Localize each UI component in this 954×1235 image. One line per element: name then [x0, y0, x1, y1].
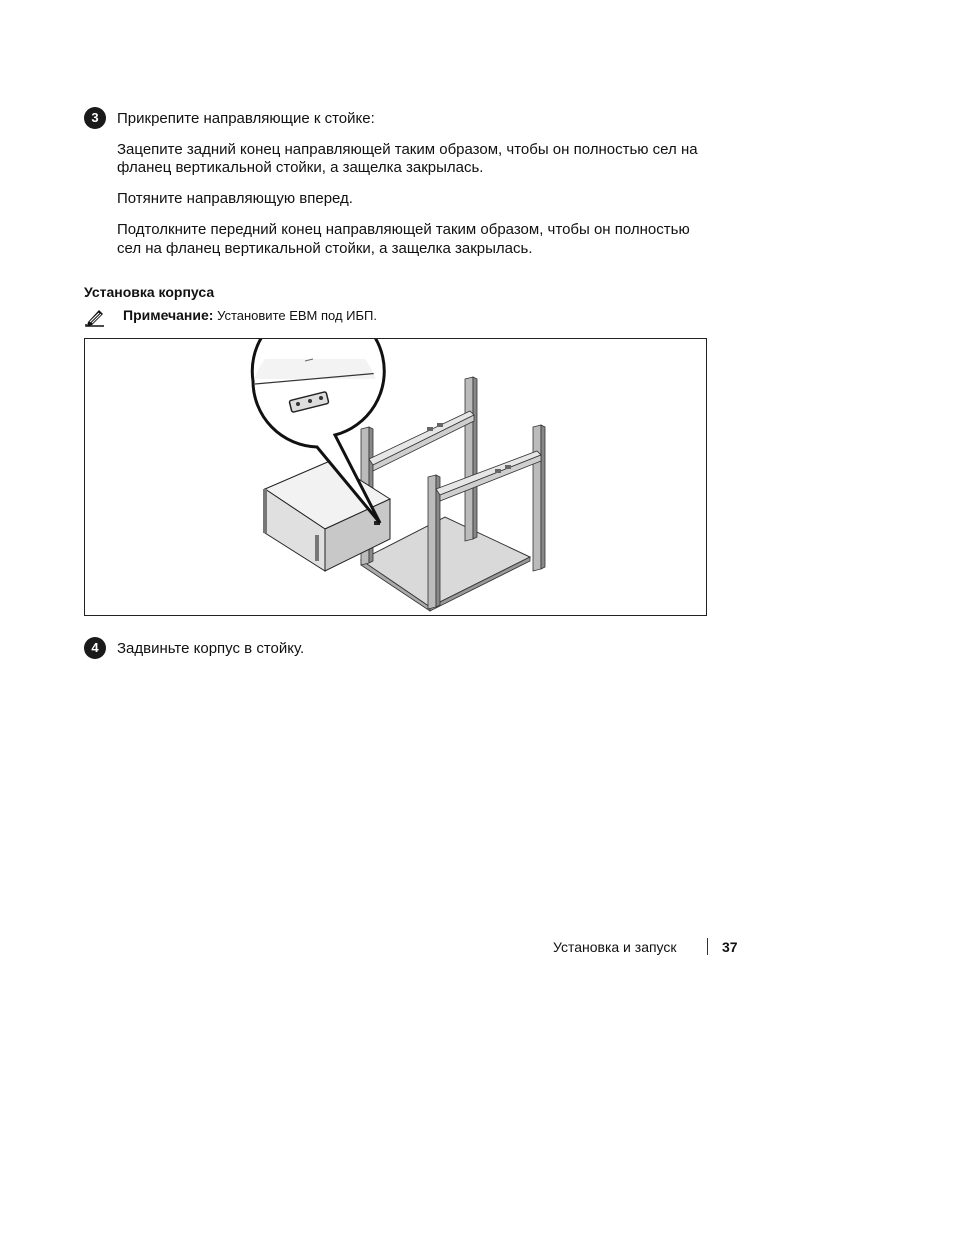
note [123, 306, 377, 325]
step-3-para3-line1: Подтолкните передний конец направляющей таким образом, чтобы он полностью [117, 221, 690, 238]
step-3-para2: Потяните направляющую вперед. [117, 190, 353, 207]
note-icon-wrap [84, 306, 106, 328]
rack-illustration [85, 339, 706, 615]
rack-installation-figure [84, 338, 707, 616]
step-4-badge: 4 [84, 637, 106, 659]
page-number: 37 [722, 939, 738, 955]
step-3-badge: 3 [84, 107, 106, 129]
step-3-para1-line2: фланец вертикальной стойки, а защелка закрылась. [117, 159, 484, 176]
step-3-para3-line2: сел на фланец вертикальной стойки, а защелка закрылась. [117, 240, 533, 257]
step-3-title: Прикрепите направляющие к стойке: [117, 110, 375, 127]
note-label: Примечание: [123, 307, 214, 323]
pencil-note-icon [84, 306, 106, 328]
step-3-para1-line1: Зацепите задний конец направляющей таким образом, чтобы он полностью сел на [117, 141, 698, 158]
footer-section-title: Установка и запуск [553, 939, 677, 955]
note-text: Установите EBM под ИБП. [213, 308, 378, 323]
section-heading: Установка корпуса [84, 284, 215, 300]
step-4-title: Задвиньте корпус в стойку. [117, 640, 305, 657]
footer-divider [707, 938, 708, 955]
